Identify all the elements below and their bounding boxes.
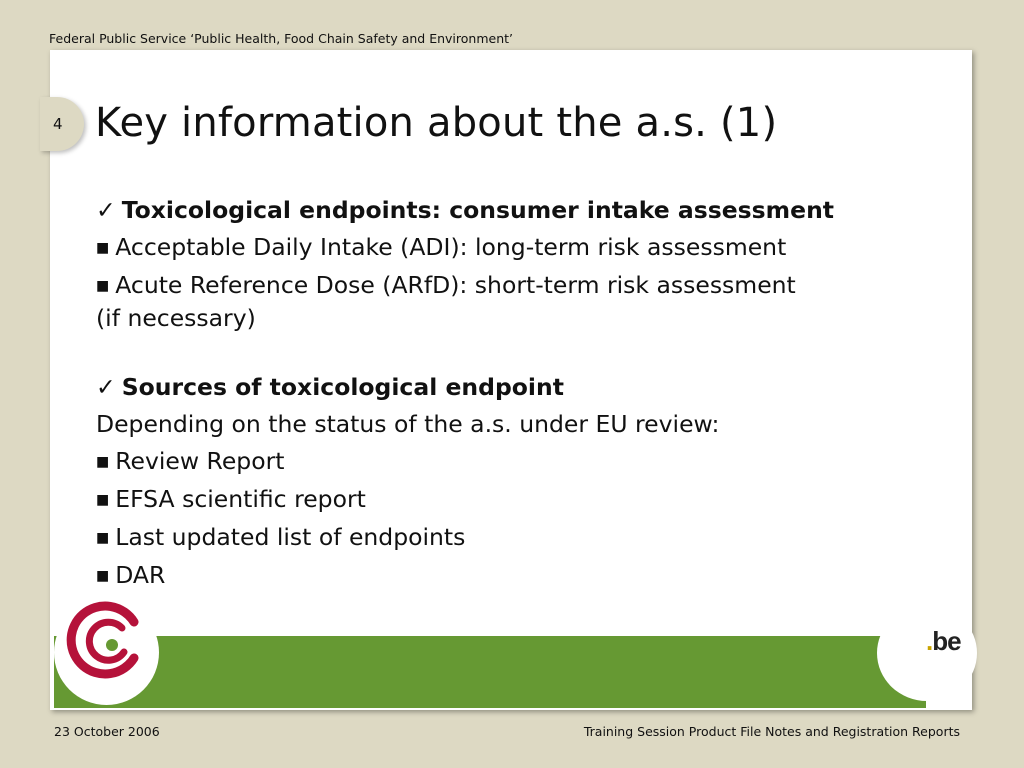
slide-title: Key information about the a.s. (1)	[95, 100, 778, 146]
list-item: ■ EFSA scientific report	[96, 483, 866, 516]
square-bullet-icon: ■	[96, 530, 110, 546]
list-item: ■ DAR	[96, 559, 866, 592]
section-intro: Depending on the status of the a.s. under EU review:	[96, 410, 720, 438]
square-bullet-icon: ■	[96, 278, 110, 294]
square-bullet-icon: ■	[96, 492, 110, 508]
square-bullet-icon: ■	[96, 568, 110, 584]
checkmark-icon: ✓	[96, 196, 116, 224]
checkmark-icon: ✓	[96, 373, 116, 401]
section-heading-sources: ✓ Sources of toxicological endpoint	[96, 373, 564, 401]
green-footer-band	[54, 636, 926, 708]
list-item: ■ Review Report	[96, 445, 866, 478]
page-number: 4	[53, 115, 63, 133]
fps-health-logo-icon	[62, 600, 152, 680]
spacer	[96, 339, 866, 371]
square-bullet-icon: ■	[96, 454, 110, 470]
list-item: ■ Acceptable Daily Intake (ADI): long-term risk assessment	[96, 231, 866, 264]
section-heading-toxicological: ✓ Toxicological endpoints: consumer intake assessment	[96, 196, 835, 224]
footer-date: 23 October 2006	[54, 724, 160, 739]
organization-header: Federal Public Service ‘Public Health, Food Chain Safety and Environment’	[49, 31, 514, 46]
list-item-continuation: (if necessary)	[96, 304, 256, 332]
list-item: ■ Last updated list of endpoints	[96, 521, 866, 554]
belgium-be-logo: .be	[926, 626, 961, 656]
slide-content	[96, 194, 866, 597]
square-bullet-icon: ■	[96, 240, 110, 256]
footer-title: Training Session Product File Notes and Registration Reports	[583, 724, 960, 739]
list-item: ■ Acute Reference Dose (ARfD): short-term risk assessment	[96, 269, 866, 302]
